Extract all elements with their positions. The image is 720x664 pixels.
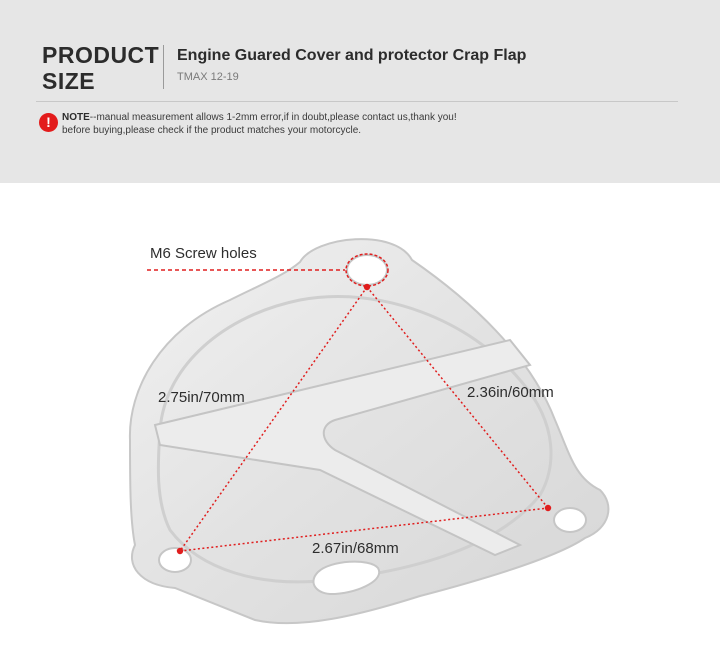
horizontal-divider bbox=[36, 101, 678, 102]
screw-hole-left bbox=[159, 548, 191, 572]
note-line1: --manual measurement allows 1-2mm error,if in doubt,please contact us,thank you! bbox=[89, 112, 457, 123]
dimension-bottom-label: 2.67in/68mm bbox=[312, 540, 399, 557]
header-banner bbox=[0, 0, 720, 183]
screw-holes-label: M6 Screw holes bbox=[150, 245, 257, 262]
measure-point-right bbox=[545, 505, 551, 511]
cover-diagram bbox=[0, 183, 720, 664]
exclamation-icon: ! bbox=[39, 113, 58, 132]
screw-hole-top bbox=[347, 255, 387, 285]
product-size-line1: PRODUCT bbox=[42, 42, 160, 68]
model-label: TMAX 12-19 bbox=[177, 71, 239, 83]
product-size-line2: SIZE bbox=[42, 68, 96, 94]
measure-point-top bbox=[364, 284, 370, 290]
measure-point-left bbox=[177, 548, 183, 554]
note-text bbox=[62, 111, 682, 137]
dimension-right-label: 2.36in/60mm bbox=[467, 384, 554, 401]
product-title: Engine Guared Cover and protector Crap Flap bbox=[177, 47, 527, 64]
vertical-divider bbox=[163, 45, 164, 89]
screw-hole-right bbox=[554, 508, 586, 532]
note-line2: before buying,please check if the product matches your motorcycle. bbox=[62, 125, 362, 136]
note-label: NOTE bbox=[62, 112, 90, 123]
dimension-left-label: 2.75in/70mm bbox=[158, 389, 245, 406]
product-size-heading bbox=[42, 42, 159, 94]
